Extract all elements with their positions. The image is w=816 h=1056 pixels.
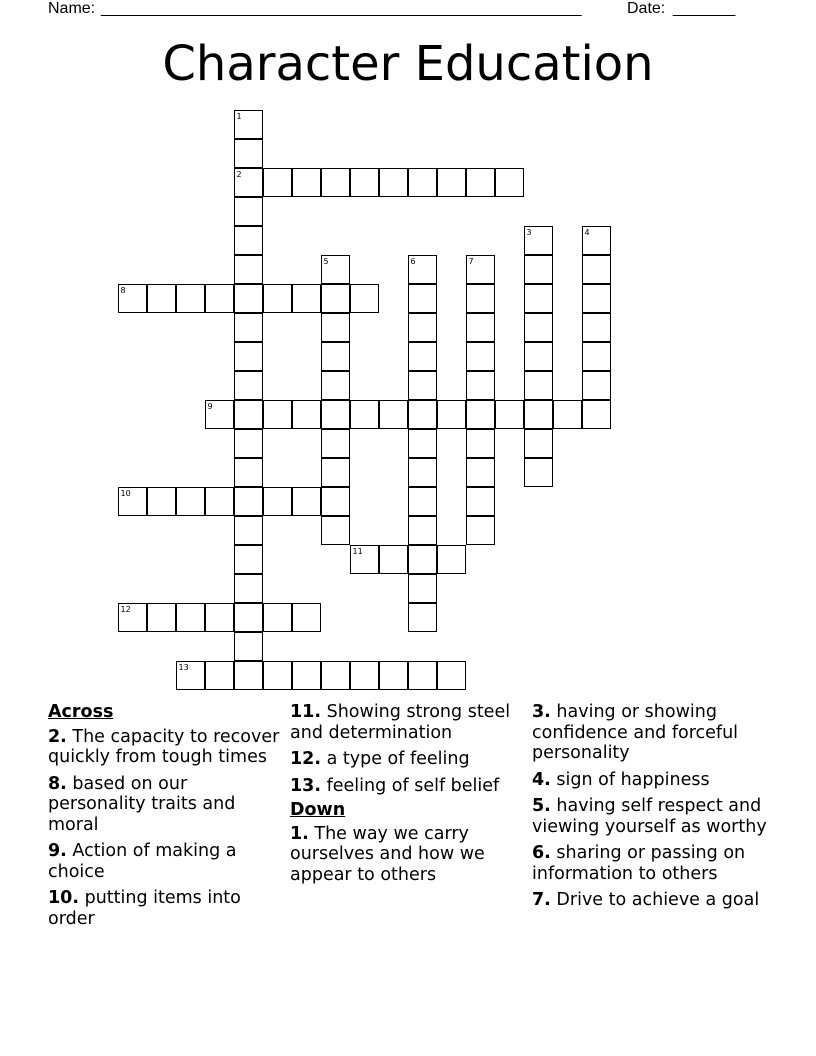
crossword-cell[interactable] <box>466 458 495 487</box>
crossword-cell[interactable] <box>437 168 466 197</box>
crossword-cell[interactable] <box>263 487 292 516</box>
crossword-cell[interactable] <box>379 661 408 690</box>
clue-text: The capacity to recover quickly from tough times <box>48 726 280 767</box>
clue-across-12 <box>290 749 530 770</box>
crossword-cell[interactable] <box>292 168 321 197</box>
clue-text: The way we carry ourselves and how we appear to others <box>290 823 485 885</box>
crossword-cell[interactable] <box>408 429 437 458</box>
crossword-cell[interactable] <box>524 284 553 313</box>
crossword-cell[interactable] <box>408 342 437 371</box>
cell-number: 2 <box>236 169 242 179</box>
crossword-cell[interactable] <box>234 110 263 139</box>
crossword-cell[interactable] <box>466 313 495 342</box>
clue-down-7 <box>532 890 772 911</box>
crossword-cell[interactable] <box>408 168 437 197</box>
crossword-cell[interactable] <box>321 400 350 429</box>
clue-number: 8. <box>48 773 67 794</box>
crossword-cell[interactable] <box>234 342 263 371</box>
crossword-cell[interactable] <box>524 255 553 284</box>
crossword-cell[interactable] <box>466 255 495 284</box>
crossword-cell[interactable] <box>147 487 176 516</box>
crossword-cell[interactable] <box>408 400 437 429</box>
clue-text: sign of happiness <box>556 769 710 790</box>
name-field[interactable]: ______________________________________________________ <box>101 0 582 17</box>
clue-text: based on our personality traits and moral <box>48 773 236 835</box>
crossword-cell[interactable] <box>147 603 176 632</box>
clue-number: 6. <box>532 843 551 863</box>
crossword-cell[interactable] <box>234 574 263 603</box>
crossword-cell[interactable] <box>379 545 408 574</box>
crossword-cell[interactable] <box>350 545 379 574</box>
crossword-cell[interactable] <box>379 168 408 197</box>
crossword-cell[interactable] <box>321 168 350 197</box>
crossword-cell[interactable] <box>408 516 437 545</box>
cell-number: 7 <box>468 256 474 266</box>
crossword-cell[interactable] <box>466 342 495 371</box>
crossword-cell[interactable] <box>553 400 582 429</box>
crossword-cell[interactable] <box>321 255 350 284</box>
clue-text: having or showing confidence and forceful personality <box>532 702 739 763</box>
clue-number: 12. <box>290 749 322 769</box>
clue-number: 3. <box>532 702 551 722</box>
crossword-cell[interactable] <box>234 284 263 313</box>
clue-down-3 <box>532 702 772 764</box>
crossword-cell[interactable] <box>437 400 466 429</box>
crossword-cell[interactable] <box>350 400 379 429</box>
crossword-cell[interactable] <box>466 400 495 429</box>
crossword-cell[interactable] <box>524 226 553 255</box>
clue-number: 13. <box>290 775 322 796</box>
clue-text: putting items into order <box>48 888 241 929</box>
crossword-cell[interactable] <box>408 574 437 603</box>
crossword-cell[interactable] <box>205 603 234 632</box>
crossword-cell[interactable] <box>582 342 611 371</box>
crossword-cell[interactable] <box>582 226 611 255</box>
crossword-cell[interactable] <box>321 458 350 487</box>
crossword-cell[interactable] <box>234 255 263 284</box>
crossword-cell[interactable] <box>234 226 263 255</box>
crossword-cell[interactable] <box>234 516 263 545</box>
clue-down-1 <box>290 824 530 886</box>
crossword-cell[interactable] <box>234 632 263 661</box>
crossword-cell[interactable] <box>234 603 263 632</box>
cell-number: 11 <box>352 546 363 556</box>
crossword-cell[interactable] <box>408 313 437 342</box>
crossword-cell[interactable] <box>176 661 205 690</box>
clue-number: 10. <box>48 888 80 908</box>
cell-number: 10 <box>120 488 131 498</box>
crossword-cell[interactable] <box>466 429 495 458</box>
clue-number: 2. <box>48 726 67 747</box>
crossword-cell[interactable] <box>234 545 263 574</box>
clue-number: 9. <box>48 841 67 861</box>
crossword-cell[interactable] <box>408 603 437 632</box>
date-label: Date: <box>627 0 666 17</box>
clues-column-2 <box>290 702 530 891</box>
crossword-cell[interactable] <box>321 429 350 458</box>
clue-text: Drive to achieve a goal <box>556 890 760 910</box>
clue-number: 7. <box>532 890 551 910</box>
crossword-cell[interactable] <box>582 255 611 284</box>
crossword-cell[interactable] <box>321 516 350 545</box>
crossword-cell[interactable] <box>582 371 611 400</box>
clue-across-8 <box>48 774 288 836</box>
crossword-cell[interactable] <box>582 313 611 342</box>
crossword-cell[interactable] <box>524 313 553 342</box>
clue-down-4 <box>532 770 772 791</box>
crossword-cell[interactable] <box>292 487 321 516</box>
crossword-cell[interactable] <box>205 487 234 516</box>
clue-across-13 <box>290 776 530 797</box>
crossword-cell[interactable] <box>466 284 495 313</box>
clue-number: 4. <box>532 769 551 790</box>
clue-across-9 <box>48 841 288 882</box>
crossword-cell[interactable] <box>234 661 263 690</box>
crossword-cell[interactable] <box>437 661 466 690</box>
crossword-cell[interactable] <box>234 197 263 226</box>
crossword-cell[interactable] <box>524 400 553 429</box>
crossword-cell[interactable] <box>263 603 292 632</box>
crossword-cell[interactable] <box>350 284 379 313</box>
crossword-cell[interactable] <box>263 168 292 197</box>
clue-down-5 <box>532 796 772 837</box>
across-heading: Across <box>48 702 114 722</box>
crossword-cell[interactable] <box>466 371 495 400</box>
crossword-cell[interactable] <box>176 487 205 516</box>
crossword-cell[interactable] <box>292 400 321 429</box>
cell-number: 9 <box>207 401 213 411</box>
down-heading: Down <box>290 800 346 820</box>
cell-number: 1 <box>236 111 242 121</box>
crossword-cell[interactable] <box>205 284 234 313</box>
cell-number: 12 <box>120 604 131 614</box>
clue-text: sharing or passing on information to others <box>532 843 746 884</box>
cell-number: 5 <box>323 256 329 266</box>
crossword-cell[interactable] <box>263 400 292 429</box>
clue-across-2 <box>48 727 288 768</box>
crossword-cell[interactable] <box>408 371 437 400</box>
crossword-cell[interactable] <box>118 487 147 516</box>
crossword-cell[interactable] <box>321 661 350 690</box>
cell-number: 13 <box>178 662 189 672</box>
crossword-cell[interactable] <box>408 661 437 690</box>
crossword-cell[interactable] <box>176 284 205 313</box>
crossword-cell[interactable] <box>437 545 466 574</box>
clue-across-10 <box>48 888 288 929</box>
clue-text: feeling of self belief <box>326 775 500 796</box>
clue-text: Action of making a choice <box>48 841 237 882</box>
cell-number: 6 <box>410 256 416 266</box>
crossword-cell[interactable] <box>321 313 350 342</box>
crossword-cell[interactable] <box>524 429 553 458</box>
clues-column-3 <box>532 702 772 917</box>
date-field[interactable]: _______ <box>673 0 736 17</box>
crossword-cell[interactable] <box>524 371 553 400</box>
clue-across-11 <box>290 702 530 743</box>
clue-text: having self respect and viewing yourself as worthy <box>532 796 767 837</box>
crossword-cell[interactable] <box>466 516 495 545</box>
crossword-cell[interactable] <box>408 255 437 284</box>
clue-number: 5. <box>532 796 551 816</box>
crossword-cell[interactable] <box>582 400 611 429</box>
crossword-cell[interactable] <box>263 284 292 313</box>
clue-text: a type of feeling <box>326 749 470 769</box>
crossword-cell[interactable] <box>205 400 234 429</box>
crossword-cell[interactable] <box>118 284 147 313</box>
cell-number: 4 <box>584 227 590 237</box>
crossword-cell[interactable] <box>147 284 176 313</box>
crossword-cell[interactable] <box>350 661 379 690</box>
clue-number: 1. <box>290 823 309 844</box>
crossword-cell[interactable] <box>321 487 350 516</box>
page-title: Character Education <box>162 36 654 92</box>
crossword-cell[interactable] <box>379 400 408 429</box>
cell-number: 3 <box>526 227 532 237</box>
clue-number: 11. <box>290 702 322 722</box>
crossword-cell[interactable] <box>321 342 350 371</box>
crossword-cell[interactable] <box>321 371 350 400</box>
crossword-cell[interactable] <box>466 168 495 197</box>
crossword-cell[interactable] <box>234 313 263 342</box>
crossword-cell[interactable] <box>292 603 321 632</box>
crossword-cell[interactable] <box>408 487 437 516</box>
crossword-cell[interactable] <box>495 400 524 429</box>
crossword-cell[interactable] <box>408 545 437 574</box>
crossword-cell[interactable] <box>582 284 611 313</box>
crossword-cell[interactable] <box>234 429 263 458</box>
crossword-cell[interactable] <box>466 487 495 516</box>
crossword-cell[interactable] <box>234 487 263 516</box>
crossword-cell[interactable] <box>118 603 147 632</box>
crossword-cell[interactable] <box>524 458 553 487</box>
crossword-cell[interactable] <box>205 661 234 690</box>
crossword-cell[interactable] <box>292 284 321 313</box>
crossword-cell[interactable] <box>524 342 553 371</box>
crossword-cell[interactable] <box>495 168 524 197</box>
crossword-cell[interactable] <box>321 284 350 313</box>
crossword-cell[interactable] <box>408 284 437 313</box>
crossword-cell[interactable] <box>234 371 263 400</box>
crossword-cell[interactable] <box>408 458 437 487</box>
crossword-cell[interactable] <box>234 168 263 197</box>
crossword-cell[interactable] <box>176 603 205 632</box>
crossword-cell[interactable] <box>292 661 321 690</box>
crossword-cell[interactable] <box>234 400 263 429</box>
name-label: Name: <box>48 0 96 17</box>
crossword-cell[interactable] <box>234 458 263 487</box>
clue-text: Showing strong steel and determination <box>290 702 511 743</box>
cell-number: 8 <box>120 285 126 295</box>
clue-down-6 <box>532 843 772 884</box>
crossword-cell[interactable] <box>263 661 292 690</box>
crossword-cell[interactable] <box>234 139 263 168</box>
crossword-cell[interactable] <box>350 168 379 197</box>
clues-column-1 <box>48 702 288 935</box>
